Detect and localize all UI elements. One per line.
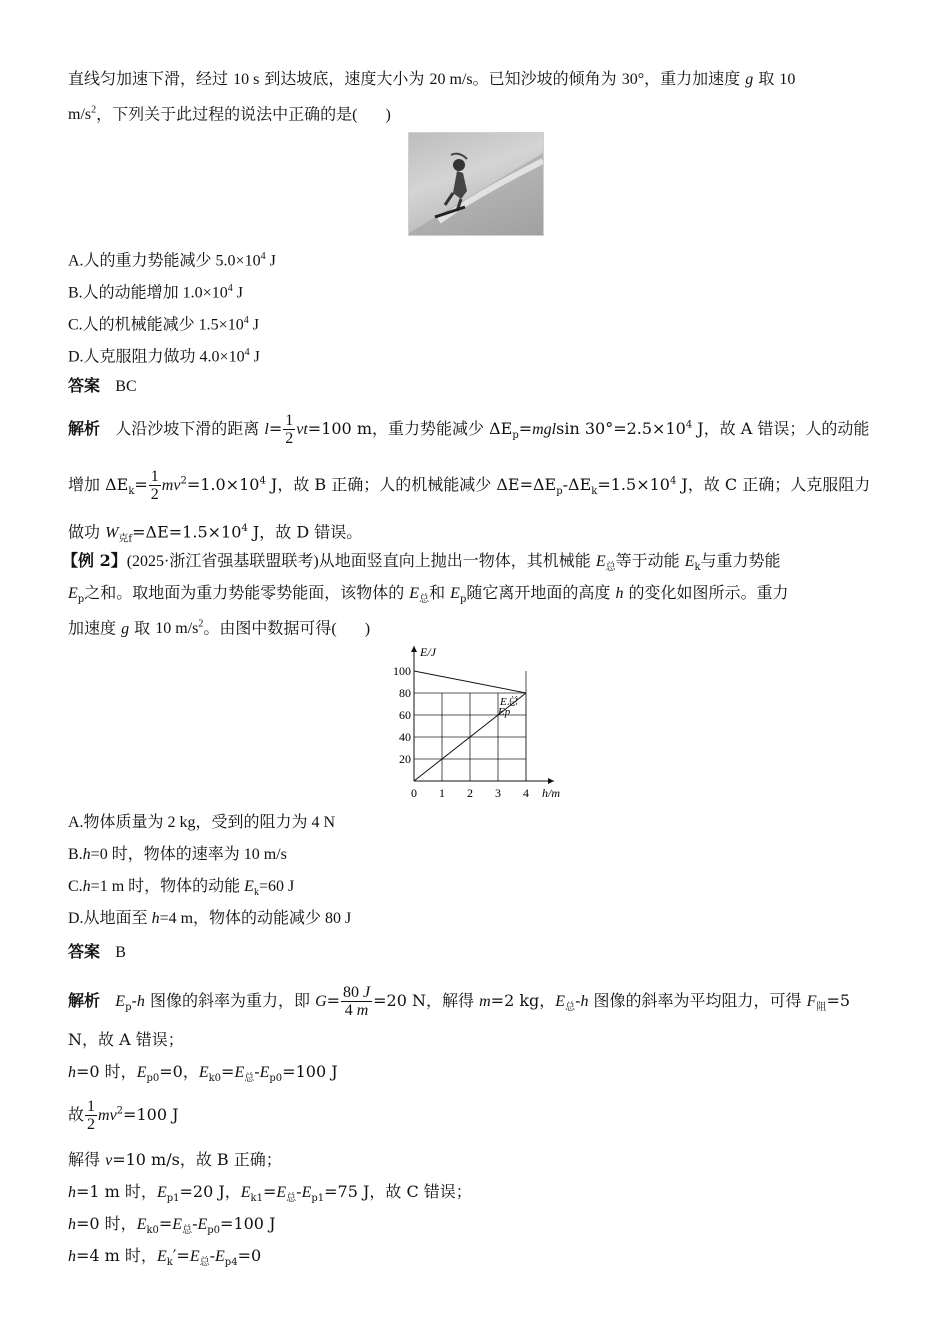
problem2-option-c: C.h=1 m 时，物体的动能 $E_k=60$ J [68,878,295,899]
problem2-analysis-line1: 解析 $E_p-h$ 图像的斜率为重力，即 G= $\frac{80 J}{4 m}$ =20 N，解得 m=2 kg，$E_总-h$ 图像的斜率为平均阻力，可得 $F_阻=5$ [68,984,851,1019]
problem1-analysis-line2: 增加 $\Delta E_k=$ $\frac{1}{2}$ $mv^2=1.0\times 10^4$ J，故 B 正确；人的机械能减少 $\Delta E=\Delta E_p-\Delta E_k=1.5\times 10^4$ J，故 C 正确；人克服阻力 [68,468,871,503]
problem2-analysis-line5: 解得 v=10 m/s，故 B 正确； [68,1150,282,1169]
energy-height-chart [378,640,568,805]
y-tick-label: 100 [393,664,411,678]
x-tick-label: 3 [495,786,501,800]
problem1-analysis-line3: 做功 $W_{克f}=\Delta E=1.5\times 10^4$ J，故 D 错误。 [68,522,363,545]
y-axis-label: E/J [420,645,436,659]
problem2-option-b: B.h=0 时，物体的速率为 10 m/s [68,846,287,863]
sand-sliding-photo [408,132,544,236]
problem2-analysis-line7: h=0 时，$E_{k0}=E_总-E_{p0}=100$ J [68,1214,276,1237]
problem2-stem-line1: 【例 2】(2025·浙江省强基联盟联考)从地面竖直向上抛出一物体，其机械能 $E_总$等于动能 $E_k$与重力势能 [62,551,781,574]
problem2-analysis-line2: N，故 A 错误； [68,1030,184,1049]
problem2-stem-line2: $E_p$之和。取地面为重力势能零势能面，该物体的 $E_总$和 $E_p$随它离开地面的高度 h 的变化如图所示。重力 [68,583,789,606]
problem1-stem-line2: $m/s^2$，下列关于此过程的说法中正确的是( ) [68,104,391,124]
series-label: E总 [500,696,518,708]
y-tick-label: 80 [399,686,411,700]
chart-grid [414,671,526,781]
y-tick-label: 40 [399,730,411,744]
chart-ticks [393,664,529,800]
x-tick-label: 2 [467,786,473,800]
y-tick-label: 20 [399,752,411,766]
x-tick-label: 0 [411,786,417,800]
problem2-analysis-line8: h=4 m 时，$E_k'=E_总-E_{p4}=0$ [68,1246,262,1269]
series-label: Ep [498,706,511,718]
problem1-stem-line1: 直线匀加速下滑，经过 10 s 到达坡底，速度大小为 20 m/s。已知沙坡的倾角为 30°，重力加速度 g 取 10 [68,69,796,88]
x-axis-label: h/m [542,786,560,800]
x-tick-label: 4 [523,786,529,800]
problem2-stem-line3: 加速度 g 取 10 $m/s^2$。由图中数据可得( ) [68,618,371,638]
problem2-analysis-line3: h=0 时，$E_{p0}=0$，$E_{k0}=E_总-E_{p0}=100$ J [68,1062,338,1085]
problem1-option-b: B.人的动能增加 $1.0\times 10^4$ J [68,283,243,302]
problem1-analysis-line1: 解析 人沿沙坡下滑的距离 l= $\frac{1}{2}$ vt=100 m，重力势能减少 $\Delta E_p=mglsin$ $30^\circ=2.5\times 10^4$ J，故 A 错误；人的动能 [68,412,870,447]
series-line [414,671,526,693]
problem1-option-d: D.人克服阻力做功 $4.0\times 10^4$ J [68,347,260,366]
problem2-answer: 答案 B [68,942,126,961]
problem1-option-c: C.人的机械能减少 $1.5\times 10^4$ J [68,315,259,334]
problem2-option-d: D.从地面至 h=4 m，物体的动能减少 80 J [68,910,352,927]
chart-axes [411,645,560,800]
y-tick-label: 60 [399,708,411,722]
problem2-analysis-line6: h=1 m 时，$E_{p1}=20$ J，$E_{k1}=E_总-E_{p1}=75$ J，故 C 错误； [68,1182,472,1205]
problem1-answer: 答案 BC [68,376,137,395]
x-tick-label: 1 [439,786,445,800]
problem2-option-a: A.物体质量为 2 kg，受到的阻力为 4 N [68,814,336,831]
y-axis-arrow [411,646,417,652]
problem2-analysis-line4: 故 $\frac{1}{2}$ $mv^2=100$ J [68,1098,179,1133]
x-axis-arrow [548,778,554,784]
problem1-option-a: A.人的重力势能减少 $5.0\times 10^4$ J [68,251,276,270]
